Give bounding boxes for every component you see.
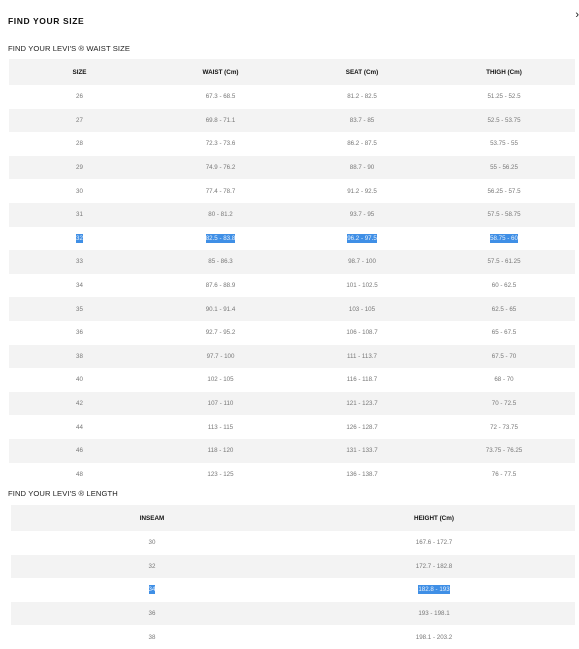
table-cell (9, 321, 150, 345)
table-cell (433, 132, 575, 156)
table-cell (150, 109, 291, 133)
cell-value: 55 - 56.25 (490, 164, 518, 172)
cell-value: 58.75 - 60 (490, 234, 518, 242)
cell-value: 103 - 105 (348, 305, 376, 313)
table-header-row (9, 59, 575, 85)
table-cell (433, 415, 575, 439)
table-row (9, 274, 575, 298)
table-cell (291, 85, 433, 109)
cell-value: 96.2 - 97.5 (347, 234, 377, 242)
cell-value: 32 (148, 562, 156, 570)
table-cell (291, 250, 433, 274)
table-cell (150, 250, 291, 274)
table-cell (9, 132, 150, 156)
cell-value: 62.5 - 65 (491, 305, 517, 313)
table-cell (150, 156, 291, 180)
table-cell (291, 321, 433, 345)
table-cell (9, 156, 150, 180)
table-cell (291, 203, 433, 227)
table-cell (9, 439, 150, 463)
cell-value: 77.4 - 78.7 (205, 187, 236, 195)
table-row (9, 156, 575, 180)
cell-value: 82.5 - 83.8 (205, 234, 236, 242)
cell-value: 92.7 - 95.2 (205, 329, 236, 337)
cell-value: 136 - 138.7 (346, 470, 378, 478)
table-cell (11, 555, 293, 579)
column-header: THIGH (Cm) (433, 59, 575, 85)
cell-value: 113 - 115 (207, 423, 234, 431)
table-cell (150, 179, 291, 203)
table-cell (291, 132, 433, 156)
table-cell (9, 415, 150, 439)
cell-value: 69.8 - 71.1 (205, 116, 236, 124)
cell-value: 30 (148, 539, 156, 547)
cell-value: 27 (76, 116, 83, 124)
table-cell (433, 85, 575, 109)
cell-value: 36 (76, 329, 83, 337)
table-cell (291, 179, 433, 203)
table-row (11, 555, 575, 579)
cell-value: 56.25 - 57.5 (487, 187, 521, 195)
cell-value: 65 - 67.5 (491, 329, 517, 337)
cell-value: 193 - 198.1 (418, 610, 450, 618)
cell-value: 116 - 118.7 (346, 376, 378, 384)
table-cell (433, 156, 575, 180)
table-row (9, 203, 575, 227)
cell-value: 126 - 128.7 (346, 423, 378, 431)
waist-size-table (9, 59, 575, 486)
table-cell (291, 227, 433, 251)
table-cell (11, 578, 293, 602)
table-cell (433, 345, 575, 369)
table-cell (291, 345, 433, 369)
cell-value: 57.5 - 61.25 (487, 258, 521, 266)
table-cell (9, 392, 150, 416)
table-cell (150, 392, 291, 416)
table-cell (433, 274, 575, 298)
table-cell (291, 392, 433, 416)
table-cell (150, 345, 291, 369)
table-cell (433, 321, 575, 345)
table-header-row (11, 505, 575, 531)
cell-value: 101 - 102.5 (346, 282, 378, 290)
column-header: INSEAM (11, 505, 293, 531)
table-cell (291, 156, 433, 180)
table-cell (9, 297, 150, 321)
cell-value: 28 (76, 140, 83, 148)
column-header: WAIST (Cm) (150, 59, 291, 85)
table-cell (150, 274, 291, 298)
table-cell (291, 274, 433, 298)
cell-value: 97.7 - 100 (206, 352, 235, 360)
table-cell (150, 85, 291, 109)
cell-value: 72.3 - 73.6 (205, 140, 236, 148)
table-cell (11, 625, 293, 649)
table-cell (9, 274, 150, 298)
cell-value: 46 (76, 447, 83, 455)
table-cell (433, 463, 575, 487)
table-row (9, 415, 575, 439)
table-cell (291, 415, 433, 439)
cell-value: 34 (76, 282, 83, 290)
cell-value: 102 - 105 (207, 376, 234, 384)
cell-value: 90.1 - 91.4 (205, 305, 236, 313)
cell-value: 67.5 - 70 (491, 352, 517, 360)
table-row (9, 345, 575, 369)
table-cell (293, 625, 575, 649)
table-cell (291, 297, 433, 321)
cell-value: 76 - 77.5 (491, 470, 517, 478)
cell-value: 81.2 - 82.5 (347, 93, 377, 101)
table-row (9, 227, 575, 251)
cell-value: 172.7 - 182.8 (415, 562, 453, 570)
table-cell (9, 179, 150, 203)
table-row (9, 250, 575, 274)
length-size-table (11, 505, 575, 649)
table-cell (150, 463, 291, 487)
table-cell (9, 203, 150, 227)
cell-value: 85 - 86.3 (208, 258, 233, 266)
table-cell (9, 463, 150, 487)
cell-value: 107 - 110 (207, 400, 234, 408)
cell-value: 121 - 123.7 (346, 400, 378, 408)
cell-value: 34 (148, 586, 156, 594)
table-cell (293, 602, 575, 626)
cell-value: 123 - 125 (207, 470, 234, 478)
cell-value: 98.7 - 100 (348, 258, 376, 266)
cell-value: 106 - 108.7 (346, 329, 378, 337)
table-row (9, 463, 575, 487)
table-cell (150, 439, 291, 463)
table-cell (433, 297, 575, 321)
cell-value: 80 - 81.2 (208, 211, 233, 219)
table-cell (293, 531, 575, 555)
waist-section-label: FIND YOUR LEVI'S ® WAIST SIZE (8, 44, 131, 53)
table-row (9, 179, 575, 203)
table-row (11, 531, 575, 555)
cell-value: 44 (76, 423, 83, 431)
cell-value: 30 (76, 187, 83, 195)
table-cell (150, 368, 291, 392)
cell-value: 131 - 133.7 (346, 447, 378, 455)
cell-value: 31 (76, 211, 83, 219)
table-cell (433, 179, 575, 203)
cell-value: 167.6 - 172.7 (415, 539, 453, 547)
column-header: SEAT (Cm) (291, 59, 433, 85)
cell-value: 91.2 - 92.5 (347, 187, 377, 195)
cell-value: 88.7 - 90 (349, 164, 375, 172)
table-row (9, 297, 575, 321)
cell-value: 26 (76, 93, 83, 101)
cell-value: 182.8 - 193 (418, 586, 450, 594)
cell-value: 53.75 - 55 (490, 140, 518, 148)
length-section-label: FIND YOUR LEVI'S ® LENGTH (8, 489, 118, 498)
cell-value: 35 (76, 305, 83, 313)
table-row (11, 602, 575, 626)
cell-value: 29 (76, 164, 83, 172)
table-row (11, 625, 575, 649)
table-cell (433, 109, 575, 133)
modal-header (8, 11, 579, 27)
cell-value: 83.7 - 85 (349, 116, 375, 124)
table-cell (11, 531, 293, 555)
table-cell (9, 227, 150, 251)
cell-value: 32 (76, 234, 83, 242)
table-cell (9, 85, 150, 109)
table-cell (433, 368, 575, 392)
cell-value: 87.6 - 88.9 (205, 282, 236, 290)
table-cell (291, 368, 433, 392)
table-cell (293, 578, 575, 602)
table-cell (9, 109, 150, 133)
column-header: HEIGHT (Cm) (293, 505, 575, 531)
table-cell (433, 392, 575, 416)
table-cell (9, 345, 150, 369)
table-cell (293, 555, 575, 579)
table-cell (9, 368, 150, 392)
cell-value: 57.5 - 58.75 (487, 211, 521, 219)
cell-value: 40 (76, 376, 83, 384)
table-cell (150, 227, 291, 251)
cell-value: 42 (76, 400, 83, 408)
cell-value: 38 (76, 352, 83, 360)
cell-value: 111 - 113.7 (347, 352, 377, 360)
cell-value: 67.3 - 68.5 (205, 93, 236, 101)
close-icon[interactable]: › (575, 9, 579, 21)
table-cell (9, 250, 150, 274)
table-cell (433, 227, 575, 251)
modal-title: FIND YOUR SIZE (8, 16, 85, 26)
column-header: SIZE (9, 59, 150, 85)
table-cell (291, 463, 433, 487)
cell-value: 38 (148, 633, 156, 641)
cell-value: 33 (76, 258, 83, 266)
cell-value: 70 - 72.5 (491, 400, 517, 408)
cell-value: 36 (148, 610, 156, 618)
table-cell (150, 297, 291, 321)
table-row (9, 109, 575, 133)
table-row (9, 85, 575, 109)
table-row (9, 392, 575, 416)
table-cell (291, 109, 433, 133)
table-cell (433, 439, 575, 463)
table-cell (11, 602, 293, 626)
cell-value: 86.2 - 87.5 (347, 140, 377, 148)
cell-value: 51.25 - 52.5 (487, 93, 521, 101)
cell-value: 118 - 120 (207, 447, 234, 455)
cell-value: 68 - 70 (494, 376, 514, 384)
cell-value: 74.9 - 76.2 (205, 164, 236, 172)
table-cell (291, 439, 433, 463)
table-cell (150, 415, 291, 439)
cell-value: 52.5 - 53.75 (487, 116, 521, 124)
table-row (11, 578, 575, 602)
table-row (9, 439, 575, 463)
table-row (9, 321, 575, 345)
cell-value: 93.7 - 95 (349, 211, 375, 219)
cell-value: 198.1 - 203.2 (415, 633, 453, 641)
table-row (9, 368, 575, 392)
cell-value: 48 (76, 470, 83, 478)
table-cell (150, 132, 291, 156)
cell-value: 72 - 73.75 (490, 423, 518, 431)
table-row (9, 132, 575, 156)
cell-value: 60 - 62.5 (491, 282, 517, 290)
table-cell (150, 321, 291, 345)
table-cell (433, 250, 575, 274)
table-cell (433, 203, 575, 227)
cell-value: 73.75 - 76.25 (485, 447, 523, 455)
table-cell (150, 203, 291, 227)
